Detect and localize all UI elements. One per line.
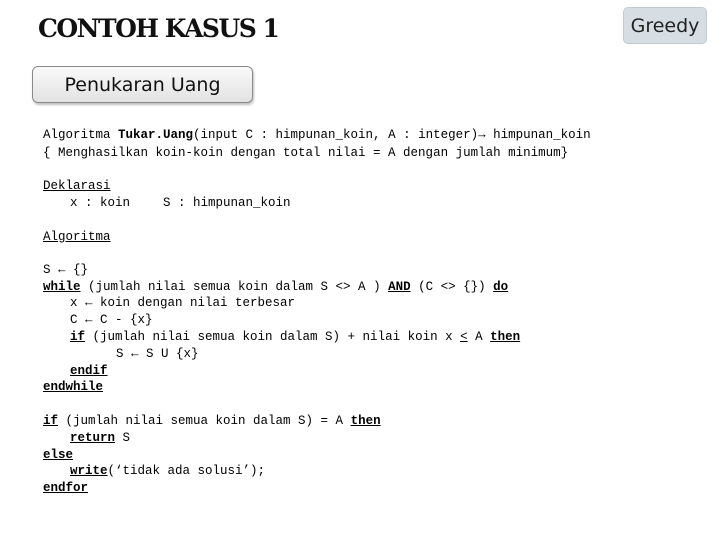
function-name: Tukar.Uang <box>118 128 194 142</box>
code-text: S <box>115 431 131 445</box>
code-line-endwhile: endwhile <box>43 380 104 394</box>
code-line-while <box>43 279 508 295</box>
code-line-remove: C ← C - {x} <box>70 313 153 327</box>
code-text: (C <> {}) <box>410 280 494 294</box>
code-line-return <box>70 430 130 446</box>
code-line-else: else <box>43 448 74 462</box>
keyword: then <box>350 414 381 428</box>
keyword: return <box>70 431 116 445</box>
code-text: (jumlah nilai semua koin dalam S <> A ) <box>80 280 389 294</box>
subtitle-box: Penukaran Uang <box>32 66 253 103</box>
code-line-select: x ← koin dengan nilai terbesar <box>70 296 296 310</box>
code-text: (‘tidak ada solusi’); <box>107 464 266 478</box>
code-line-add: S ← S U {x} <box>116 347 199 361</box>
code-text: (input C : himpunan_koin, A : integer)→ himpunan_koin <box>193 128 591 142</box>
code-text: A <box>467 330 491 344</box>
declaration-heading: Deklarasi <box>43 179 111 193</box>
code-line-endfor: endfor <box>43 481 89 495</box>
operator: < <box>460 330 468 344</box>
code-line-comment: { Menghasilkan koin-koin dengan total nilai = A dengan jumlah minimum} <box>43 146 569 160</box>
code-line-endif: endif <box>70 364 108 378</box>
keyword: while <box>43 280 81 294</box>
code-line-init: S ← {} <box>43 263 89 277</box>
code-line-decl-s: S : himpunan_koin <box>163 196 291 210</box>
algorithm-heading: Algoritma <box>43 230 111 244</box>
code-text: Algoritma <box>43 128 119 142</box>
keyword: do <box>493 280 509 294</box>
keyword: then <box>490 330 521 344</box>
code-line-write <box>70 463 265 479</box>
keyword: AND <box>388 280 411 294</box>
code-line-decl-x: x : koin <box>70 196 131 210</box>
code-line-header <box>43 127 591 143</box>
code-text: (jumlah nilai semua koin dalam S) + nilai koin x <box>85 330 461 344</box>
keyword: if <box>70 330 86 344</box>
keyword: write <box>70 464 108 478</box>
code-text: (jumlah nilai semua koin dalam S) = A <box>58 414 351 428</box>
topic-tag: Greedy <box>623 7 707 44</box>
keyword: if <box>43 414 59 428</box>
code-line-if <box>70 329 520 345</box>
page-title: CONTOH KASUS 1 <box>38 14 279 43</box>
code-line-if2 <box>43 413 381 429</box>
